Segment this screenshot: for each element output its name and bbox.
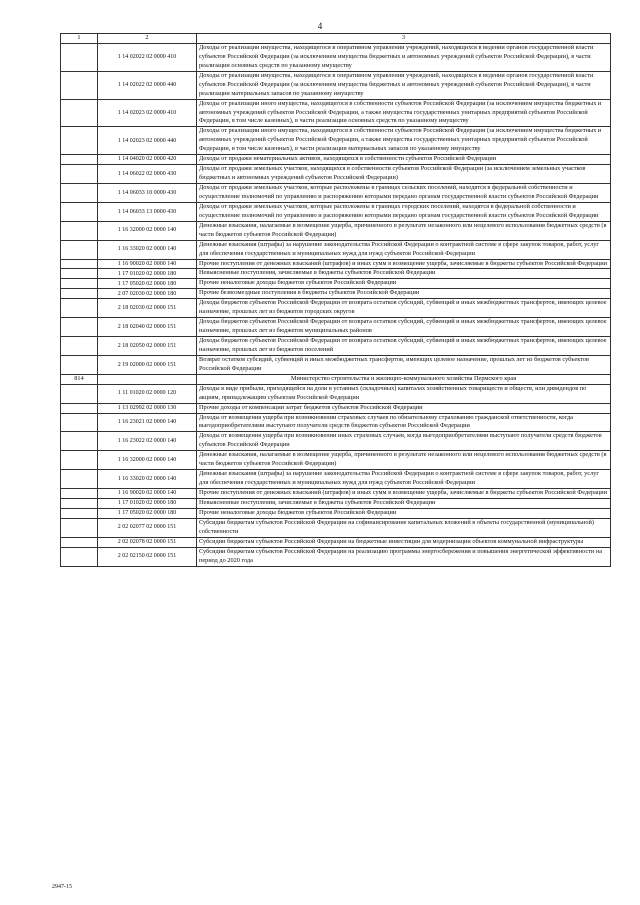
revenue-code-cell: 1 14 06022 02 0000 430 — [98, 165, 197, 184]
revenue-code-cell: 1 14 02023 02 0000 440 — [98, 127, 197, 155]
admin-code-cell — [61, 384, 98, 403]
revenue-name-cell: Доходы бюджетов субъектов Российской Федерации от возврата остатков субсидий, субвенций и иных межбюджетных трансфертов, имеющих целевое назначение, прошлых лет из бюджетов поселений — [197, 337, 611, 356]
admin-code-cell — [61, 240, 98, 259]
revenue-name-cell: Субсидии бюджетам субъектов Российской Федерации на бюджетные инвестиции для модернизации объектов коммунальной инфраструктуры — [197, 537, 611, 547]
admin-code-cell — [61, 127, 98, 155]
footer-note: 2947-15 — [52, 884, 72, 890]
revenue-name-cell: Возврат остатков субсидий, субвенций и иных межбюджетных трансфертов, имеющих целевое назначение, прошлых лет из бюджетов субъектов Российской Федерации — [197, 355, 611, 374]
revenue-name-cell: Доходы от продажи земельных участков, находящихся в собственности субъектов Российской Федерации (за исключением земельных участков бюджетных и автономных учреждений субъектов Российской Федерации) — [197, 165, 611, 184]
admin-code-cell — [61, 451, 98, 470]
revenue-code-cell: 2 02 02150 02 0000 151 — [98, 547, 197, 566]
table-row — [61, 318, 611, 337]
revenue-name-cell: Доходы бюджетов субъектов Российской Федерации от возврата остатков субсидий, субвенций и иных межбюджетных трансфертов, имеющих целевое назначение, прошлых лет из бюджетов муниципальных районов — [197, 318, 611, 337]
revenue-code-cell: 1 17 01020 02 0000 180 — [98, 498, 197, 508]
table-row — [61, 127, 611, 155]
admin-code-cell — [61, 279, 98, 289]
revenue-code-cell: 1 13 02992 02 0000 130 — [98, 403, 197, 413]
revenue-code-cell: 1 17 01020 02 0000 180 — [98, 269, 197, 279]
revenue-name-cell: Прочие доходы от компенсации затрат бюджетов субъектов Российской Федерации — [197, 403, 611, 413]
ministry-row — [61, 374, 611, 384]
admin-code-cell — [61, 318, 98, 337]
table-row — [61, 384, 611, 403]
admin-code-cell — [61, 508, 98, 518]
admin-code-cell — [61, 413, 98, 432]
revenue-name-cell: Доходы от возмещения ущерба при возникновении иных страховых случаев, когда выгодоприобретателями выступают получатели средств бюджетов субъектов Российской Федерации — [197, 432, 611, 451]
revenue-name-cell: Прочие безвозмездные поступления в бюджеты субъектов Российской Федерации — [197, 289, 611, 299]
revenue-name-cell: Невыясненные поступления, зачисляемые в бюджеты субъектов Российской Федерации — [197, 498, 611, 508]
admin-code-cell — [61, 518, 98, 537]
revenue-code-cell: 2 18 02050 02 0000 151 — [98, 337, 197, 356]
revenue-name-cell: Прочие поступления от денежных взысканий (штрафов) и иных сумм в возмещение ущерба, зачисляемые в бюджеты субъектов Российской Федерации — [197, 259, 611, 269]
admin-code-cell — [61, 71, 98, 99]
revenue-code-cell: 1 14 06033 13 0000 430 — [98, 202, 197, 221]
revenue-code-cell: 1 14 02022 02 0000 440 — [98, 71, 197, 99]
table-row — [61, 337, 611, 356]
revenue-name-cell: Доходы от реализации имущества, находящегося в оперативном управлении учреждений, находящихся в ведении органов государственной власти субъектов Российской Федерации (за исключением имущества бюджетных и автономных учреждений субъектов Российской Федерации), в части реализации основных средств по указанному имуществу — [197, 43, 611, 71]
revenue-name-cell: Субсидии бюджетам субъектов Российской Федерации на софинансирование капитальных вложений в объекты государственной (муниципальной) собственности — [197, 518, 611, 537]
table-row — [61, 43, 611, 71]
table-row — [61, 99, 611, 127]
table-row — [61, 470, 611, 489]
revenue-code-cell: 1 16 33020 02 0000 140 — [98, 240, 197, 259]
revenue-name-cell: Доходы от реализации иного имущества, находящегося в собственности субъектов Российской Федерации (за исключением имущества бюджетных и автономных учреждений субъектов Российской Федерации, а также имущества государственных унитарных предприятий субъектов Российской Федерации, в том числе казенных), в части реализации материальных запасов по указанному имуществу — [197, 127, 611, 155]
revenue-code-cell: 1 14 02023 02 0000 410 — [98, 99, 197, 127]
revenue-name-cell: Прочие поступления от денежных взысканий (штрафов) и иных сумм в возмещение ущерба, зачисляемые в бюджеты субъектов Российской Федерации — [197, 489, 611, 499]
revenue-name-cell: Доходы от продажи нематериальных активов, находящихся в собственности субъектов Российской Федерации — [197, 155, 611, 165]
revenue-name-cell: Субсидии бюджетам субъектов Российской Федерации на реализацию программы энергосбережения и повышения энергетической эффективности на период до 2020 года — [197, 547, 611, 566]
revenue-code-cell: 2 02 02077 02 0000 151 — [98, 518, 197, 537]
revenue-code-cell: 1 16 32000 02 0000 140 — [98, 451, 197, 470]
table-row — [61, 221, 611, 240]
revenue-name-cell: Доходы от продажи земельных участков, которые расположены в границах городских поселений, находятся в федеральной собственности и осуществление полномочий по управлению и распоряжению которыми передано органам государственной власти субъектов Российской Федерации — [197, 202, 611, 221]
revenue-name-cell: Доходы от реализации имущества, находящегося в оперативном управлении учреждений, находящихся в ведении органов государственной власти субъектов Российской Федерации (за исключением имущества бюджетных и автономных учреждений субъектов Российской Федерации), в части реализации материальных запасов по указанному имуществу — [197, 71, 611, 99]
revenue-code-cell: 2 18 02040 02 0000 151 — [98, 318, 197, 337]
admin-code-cell — [61, 184, 98, 203]
admin-code-cell — [61, 99, 98, 127]
admin-code-cell — [61, 403, 98, 413]
admin-code-cell: 814 — [61, 374, 98, 384]
revenue-name-cell: Денежные взыскания, налагаемые в возмещение ущерба, причиненного в результате незаконного или нецелевого использования бюджетных средств (в части бюджетов субъектов Российской Федерации) — [197, 221, 611, 240]
revenue-name-cell: Доходы бюджетов субъектов Российской Федерации от возврата остатков субсидий, субвенций и иных межбюджетных трансфертов, имеющих целевое назначение, прошлых лет из бюджетов городских округов — [197, 299, 611, 318]
table-header-row — [61, 34, 611, 44]
revenue-code-cell: 1 16 23022 02 0000 140 — [98, 432, 197, 451]
table-row — [61, 498, 611, 508]
admin-code-cell — [61, 537, 98, 547]
table-row — [61, 355, 611, 374]
table-row — [61, 547, 611, 566]
revenue-code-cell: 1 17 05020 02 0000 180 — [98, 279, 197, 289]
admin-code-cell — [61, 489, 98, 499]
revenue-name-cell: Невыясненные поступления, зачисляемые в бюджеты субъектов Российской Федерации — [197, 269, 611, 279]
revenue-code-cell: 1 14 06033 10 0000 430 — [98, 184, 197, 203]
admin-code-cell — [61, 470, 98, 489]
admin-code-cell — [61, 289, 98, 299]
revenue-name-cell: Денежные взыскания (штрафы) за нарушение законодательства Российской Федерации о контрактной системе в сфере закупок товаров, работ, услуг для обеспечения государственных и муниципальных нужд для нужд субъектов Российской Федерации — [197, 470, 611, 489]
revenue-code-cell: 1 16 23021 02 0000 140 — [98, 413, 197, 432]
revenue-code-cell: 1 16 33020 02 0000 140 — [98, 470, 197, 489]
admin-code-cell — [61, 337, 98, 356]
table-row — [61, 279, 611, 289]
table-row — [61, 269, 611, 279]
admin-code-cell — [61, 498, 98, 508]
revenue-name-cell: Доходы от продажи земельных участков, которые расположены в границах сельских поселений, находятся в федеральной собственности и осуществление полномочий по управлению и распоряжению которыми передано органам государственной власти субъектов Российской Федерации — [197, 184, 611, 203]
table-row — [61, 537, 611, 547]
revenue-name-cell: Прочие неналоговые доходы бюджетов субъектов Российской Федерации — [197, 279, 611, 289]
admin-code-cell — [61, 221, 98, 240]
revenue-code-cell: 2 02 02078 02 0000 151 — [98, 537, 197, 547]
revenue-code-cell: 2 19 02000 02 0000 151 — [98, 355, 197, 374]
header-col-2: 2 — [98, 34, 197, 44]
admin-code-cell — [61, 355, 98, 374]
table-row — [61, 413, 611, 432]
table-row — [61, 489, 611, 499]
revenue-name-cell: Денежные взыскания, налагаемые в возмещение ущерба, причиненного в результате незаконного или нецелевого использования бюджетных средств (в части бюджетов субъектов Российской Федерации) — [197, 451, 611, 470]
revenue-code-cell: 1 14 02022 02 0000 410 — [98, 43, 197, 71]
revenue-code-cell: 1 14 04020 02 0000 420 — [98, 155, 197, 165]
table-row — [61, 184, 611, 203]
admin-code-cell — [61, 432, 98, 451]
table-row — [61, 508, 611, 518]
ministry-name-cell: Министерство строительства и жилищно-коммунального хозяйства Пермского края — [197, 374, 611, 384]
revenue-code-cell — [98, 374, 197, 384]
table-row — [61, 299, 611, 318]
revenue-codes-table — [60, 33, 611, 567]
table-row — [61, 432, 611, 451]
revenue-code-cell: 1 17 05020 02 0000 180 — [98, 508, 197, 518]
table-row — [61, 403, 611, 413]
revenue-code-cell: 2 18 02030 02 0000 151 — [98, 299, 197, 318]
table-row — [61, 259, 611, 269]
table-row — [61, 202, 611, 221]
page-number: 4 — [317, 21, 323, 31]
admin-code-cell — [61, 202, 98, 221]
admin-code-cell — [61, 259, 98, 269]
admin-code-cell — [61, 155, 98, 165]
admin-code-cell — [61, 43, 98, 71]
header-col-1: 1 — [61, 34, 98, 44]
revenue-code-cell: 1 11 01020 02 0000 120 — [98, 384, 197, 403]
table-row — [61, 451, 611, 470]
table-row — [61, 155, 611, 165]
revenue-name-cell: Денежные взыскания (штрафы) за нарушение законодательства Российской Федерации о контрактной системе в сфере закупок товаров, работ, услуг для обеспечения государственных и муниципальных нужд для нужд субъектов Российской Федерации — [197, 240, 611, 259]
admin-code-cell — [61, 165, 98, 184]
table-row — [61, 165, 611, 184]
revenue-code-cell: 1 16 90020 02 0000 140 — [98, 259, 197, 269]
table-row — [61, 71, 611, 99]
admin-code-cell — [61, 547, 98, 566]
table-row — [61, 240, 611, 259]
revenue-name-cell: Доходы в виде прибыли, приходящейся на доли в уставных (складочных) капиталах хозяйственных товариществ и обществ, или дивидендов по акциям, принадлежащим субъектам Российской Федерации — [197, 384, 611, 403]
admin-code-cell — [61, 269, 98, 279]
revenue-code-cell: 1 16 90020 02 0000 140 — [98, 489, 197, 499]
revenue-code-cell: 2 07 02030 02 0000 180 — [98, 289, 197, 299]
table-row — [61, 289, 611, 299]
table-row — [61, 518, 611, 537]
revenue-name-cell: Доходы от реализации иного имущества, находящегося в собственности субъектов Российской Федерации (за исключением имущества бюджетных и автономных учреждений субъектов Российской Федерации, а также имущества государственных унитарных предприятий субъектов Российской Федерации, в том числе казенных), в части реализации основных средств по указанному имуществу — [197, 99, 611, 127]
revenue-name-cell: Прочие неналоговые доходы бюджетов субъектов Российской Федерации — [197, 508, 611, 518]
header-col-3: 3 — [197, 34, 611, 44]
revenue-code-cell: 1 16 32000 02 0000 140 — [98, 221, 197, 240]
admin-code-cell — [61, 299, 98, 318]
revenue-name-cell: Доходы от возмещения ущерба при возникновении страховых случаев по обязательному страхованию гражданской ответственности, когда выгодоприобретателями выступают получатели средств бюджетов субъектов Российской Федерации — [197, 413, 611, 432]
